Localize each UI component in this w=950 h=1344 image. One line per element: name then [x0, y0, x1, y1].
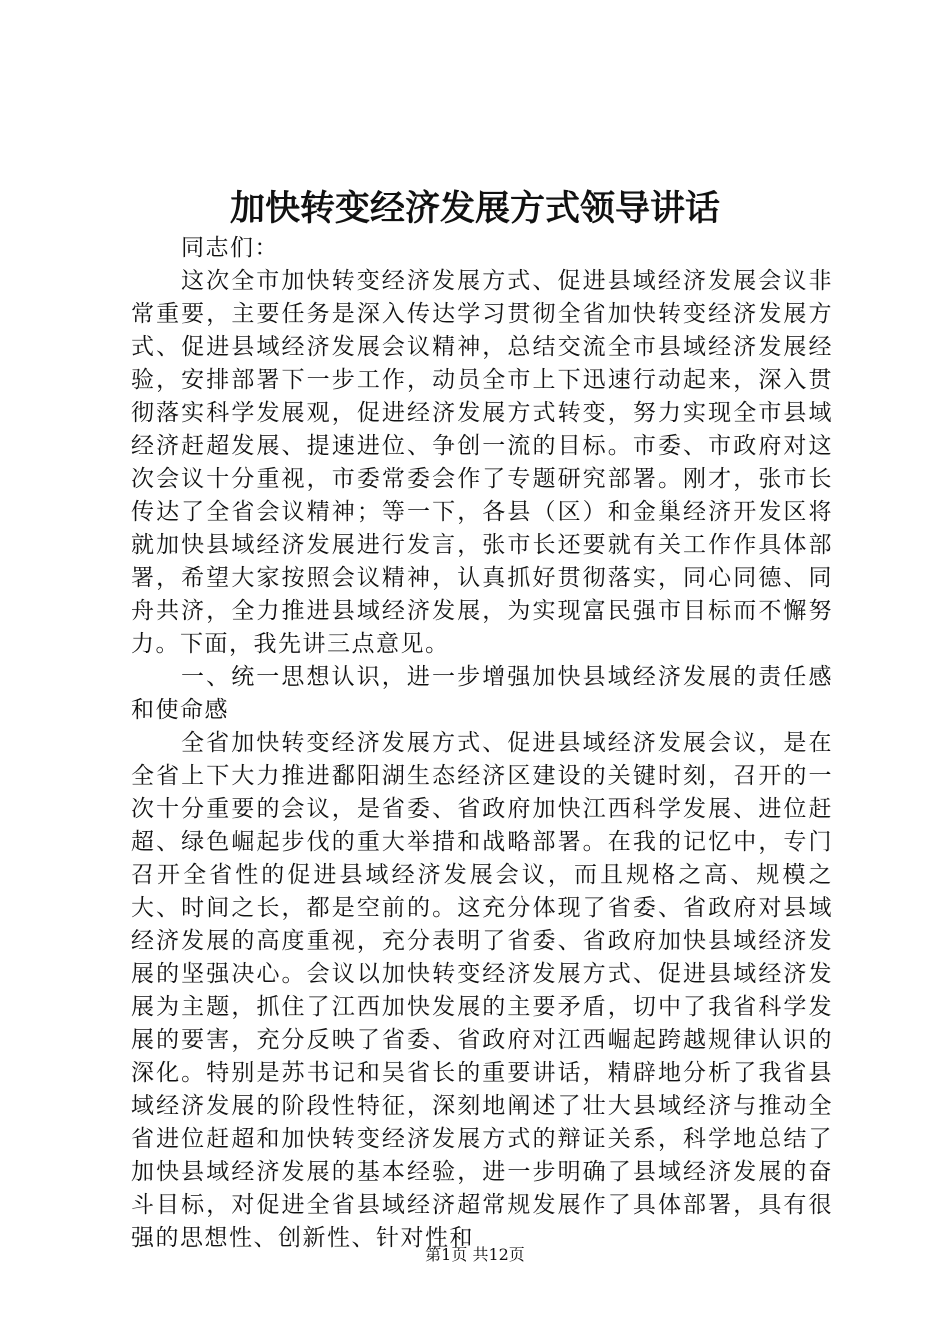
paragraph-intro: 这次全市加快转变经济发展方式、促进县域经济发展会议非常重要，主要任务是深入传达学习贯彻全省加快转变经济发展方式、促进县域经济发展会议精神，总结交流全市县域经济发展经验，安排部署下一步工作，动员全市上下迅速行动起来，深入贯彻落实科学发展观，促进经济发展方式转变，努力实现全市县域经济赶超发展、提速进位、争创一流的目标。市委、市政府对这次会议十分重视，市委常委会作了专题研究部署。刚才，张市长传达了全省会议精神；等一下，各县（区）和金巢经济开发区将就加快县域经济发展进行发言，张市长还要就有关工作作具体部署，希望大家按照会议精神，认真抓好贯彻落实，同心同德、同舟共济，全力推进县域经济发展，为实现富民强市目标而不懈努力。下面，我先讲三点意见。 — [131, 268, 833, 657]
page-footer: 第1页 共12页 — [425, 1245, 525, 1264]
document-body — [131, 232, 833, 1255]
document-title: 加快转变经济发展方式领导讲话 — [229, 188, 720, 229]
section-heading-1: 一、统一思想认识，进一步增强加快县域经济发展的责任感和使命感 — [131, 664, 833, 723]
salutation: 同志们： — [181, 235, 279, 261]
paragraph-section-1: 全省加快转变经济发展方式、促进县域经济发展会议，是在全省上下大力推进鄱阳湖生态经济区建设的关键时刻，召开的一次十分重要的会议，是省委、省政府加快江西科学发展、进位赶超、绿色崛起步伐的重大举措和战略部署。在我的记忆中，专门召开全省性的促进县域经济发展会议，而且规格之高、规模之大、时间之长，都是空前的。这充分体现了省委、省政府对县域经济发展的高度重视，充分表明了省委、省政府加快县域经济发展的坚强决心。会议以加快转变经济发展方式、促进县域经济发展为主题，抓住了江西加快发展的主要矛盾，切中了我省科学发展的要害，充分反映了省委、省政府对江西崛起跨越规律认识的深化。特别是苏书记和吴省长的重要讲话，精辟地分析了我省县域经济发展的阶段性特征，深刻地阐述了壮大县域经济与推动全省进位赶超和加快转变经济发展方式的辩证关系，科学地总结了加快县域经济发展的基本经验，进一步明确了县域经济发展的奋斗目标，对促进全省县域经济超常规发展作了具体部署，具有很强的思想性、创新性、针对性和 — [131, 730, 833, 1251]
